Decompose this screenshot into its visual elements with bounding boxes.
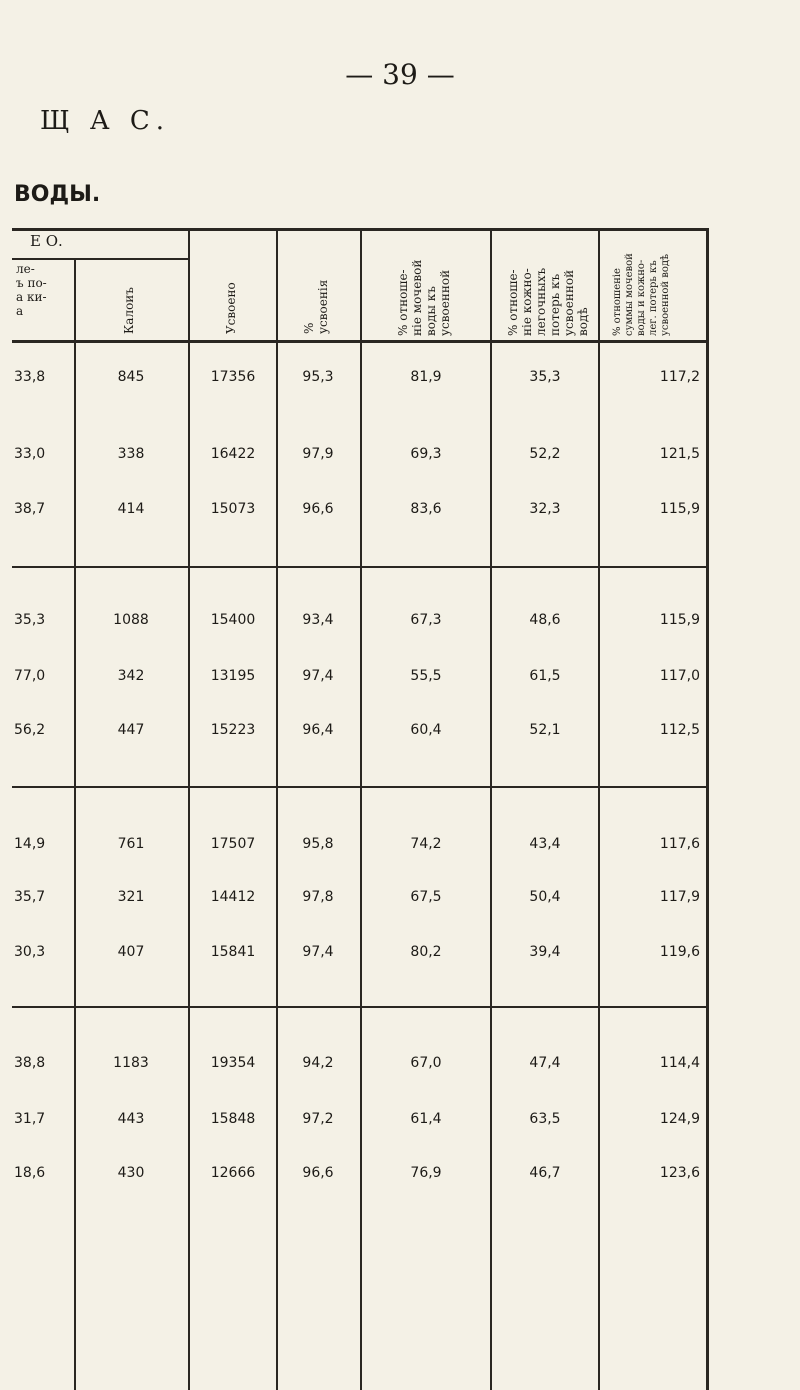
table-cell: 13195 (210, 668, 256, 684)
group-separator (12, 786, 708, 788)
table-cell: 74,2 (410, 836, 442, 852)
table-cell: 15400 (210, 612, 256, 628)
table-cell: 119,6 (659, 944, 700, 960)
table-cell: 14,9 (14, 836, 46, 852)
table-cell: 63,5 (529, 1111, 561, 1127)
table-cell: 321 (117, 889, 145, 905)
table-cell: 61,4 (410, 1111, 442, 1127)
table-cell: 67,3 (410, 612, 442, 628)
table-cell: 55,5 (410, 668, 442, 684)
table-cell: 43,4 (529, 836, 561, 852)
table-cell: 1088 (113, 612, 149, 628)
col-rule (276, 228, 278, 1390)
table-cell: 81,9 (410, 369, 442, 385)
table-cell: 33,0 (14, 446, 46, 462)
table-cell: 117,0 (659, 668, 700, 684)
table-cell: 97,4 (302, 944, 334, 960)
table-cell: 76,9 (410, 1165, 442, 1181)
table-cell: 96,6 (302, 1165, 334, 1181)
table-cell: 47,4 (529, 1055, 561, 1071)
table-cell: 83,6 (410, 501, 442, 517)
table-cell: 121,5 (659, 446, 700, 462)
table-cell: 60,4 (410, 722, 442, 738)
table-cell: 46,7 (529, 1165, 561, 1181)
table-cell: 17356 (210, 369, 256, 385)
table-cell: 38,7 (14, 501, 46, 517)
column-header-skin-lung-ratio: % отноше- ніе кожно- легочныхъ потерь къ усвоенной водѣ (506, 267, 590, 336)
table-cell: 77,0 (14, 668, 46, 684)
table-cell: 93,4 (302, 612, 334, 628)
col-rule (360, 228, 362, 1390)
column-header-kalomy: Калоиъ (122, 287, 136, 334)
table-cell: 31,7 (14, 1111, 46, 1127)
table-cell: 15841 (210, 944, 256, 960)
table-cell: 338 (117, 446, 145, 462)
col-rule (490, 228, 492, 1390)
table-cell: 16422 (210, 446, 256, 462)
column-header-sum-ratio: % отношеніе суммы мочевой воды и кожно- лег. потерь къ усвоенной водѣ (612, 253, 671, 336)
table-cell: 414 (117, 501, 145, 517)
table-cell: 80,2 (410, 944, 442, 960)
table-cell: 19354 (210, 1055, 256, 1071)
table-cell: 15223 (210, 722, 256, 738)
table-cell: 95,3 (302, 369, 334, 385)
group-separator (12, 1006, 708, 1008)
table-cell: 67,0 (410, 1055, 442, 1071)
table-cell: 123,6 (659, 1165, 700, 1181)
page-number: — 39 — (345, 58, 455, 91)
table-cell: 761 (117, 836, 145, 852)
table-cell: 95,8 (302, 836, 334, 852)
table-cell: 69,3 (410, 446, 442, 462)
col-rule (188, 228, 190, 1390)
table-cell: 15073 (210, 501, 256, 517)
table-cell: 32,3 (529, 501, 561, 517)
table-cell: 14412 (210, 889, 256, 905)
group-label-rule (12, 258, 190, 260)
table-cell: 39,4 (529, 944, 561, 960)
group-label: Е О. (30, 232, 63, 250)
table-cell: 97,9 (302, 446, 334, 462)
table-cell: 112,5 (659, 722, 700, 738)
table-cell: 97,8 (302, 889, 334, 905)
table-cell: 430 (117, 1165, 145, 1181)
table-cell: 17507 (210, 836, 256, 852)
table-cell: 97,4 (302, 668, 334, 684)
table-cell: 96,4 (302, 722, 334, 738)
col-rule (74, 258, 76, 1390)
table-cell: 35,3 (529, 369, 561, 385)
table-cell: 117,9 (659, 889, 700, 905)
table-cell: 115,9 (659, 501, 700, 517)
table-cell: 96,6 (302, 501, 334, 517)
table-cell: 97,2 (302, 1111, 334, 1127)
table-cell: 117,6 (659, 836, 700, 852)
table-cell: 114,4 (659, 1055, 700, 1071)
table-cell: 407 (117, 944, 145, 960)
table-cell: 50,4 (529, 889, 561, 905)
partial-column-header: ле- ъ по- а ки- а (16, 262, 47, 318)
table-cell: 52,2 (529, 446, 561, 462)
column-header-pct-usvoeniya: % усвоенія (302, 279, 330, 334)
table-cell: 48,6 (529, 612, 561, 628)
table-cell: 18,6 (14, 1165, 46, 1181)
table-cell: 443 (117, 1111, 145, 1127)
table-cell: 94,2 (302, 1055, 334, 1071)
table-cell: 845 (117, 369, 145, 385)
table-cell: 38,8 (14, 1055, 46, 1071)
table-cell: 117,2 (659, 369, 700, 385)
table-cell: 67,5 (410, 889, 442, 905)
table-cell: 35,7 (14, 889, 46, 905)
table-cell: 52,1 (529, 722, 561, 738)
table-cell: 124,9 (659, 1111, 700, 1127)
group-separator (12, 566, 708, 568)
col-rule (598, 228, 600, 1390)
table-cell: 1183 (113, 1055, 149, 1071)
table-cell: 30,3 (14, 944, 46, 960)
table-cell: 61,5 (529, 668, 561, 684)
table-cell: 342 (117, 668, 145, 684)
heading-fragment: Щ А С. (40, 106, 171, 136)
table-cell: 35,3 (14, 612, 46, 628)
table-cell: 115,9 (659, 612, 700, 628)
column-header-usvoeno: Усвоено (224, 282, 238, 334)
subheading-fragment: ВОДЫ. (14, 182, 101, 207)
table-cell: 15848 (210, 1111, 256, 1127)
table-cell: 56,2 (14, 722, 46, 738)
table-cell: 33,8 (14, 369, 46, 385)
column-header-urine-ratio: % отноше- ніе мочевой воды къ усвоенной (396, 259, 452, 336)
table-cell: 447 (117, 722, 145, 738)
table-cell: 12666 (210, 1165, 256, 1181)
col-rule (706, 228, 709, 1390)
